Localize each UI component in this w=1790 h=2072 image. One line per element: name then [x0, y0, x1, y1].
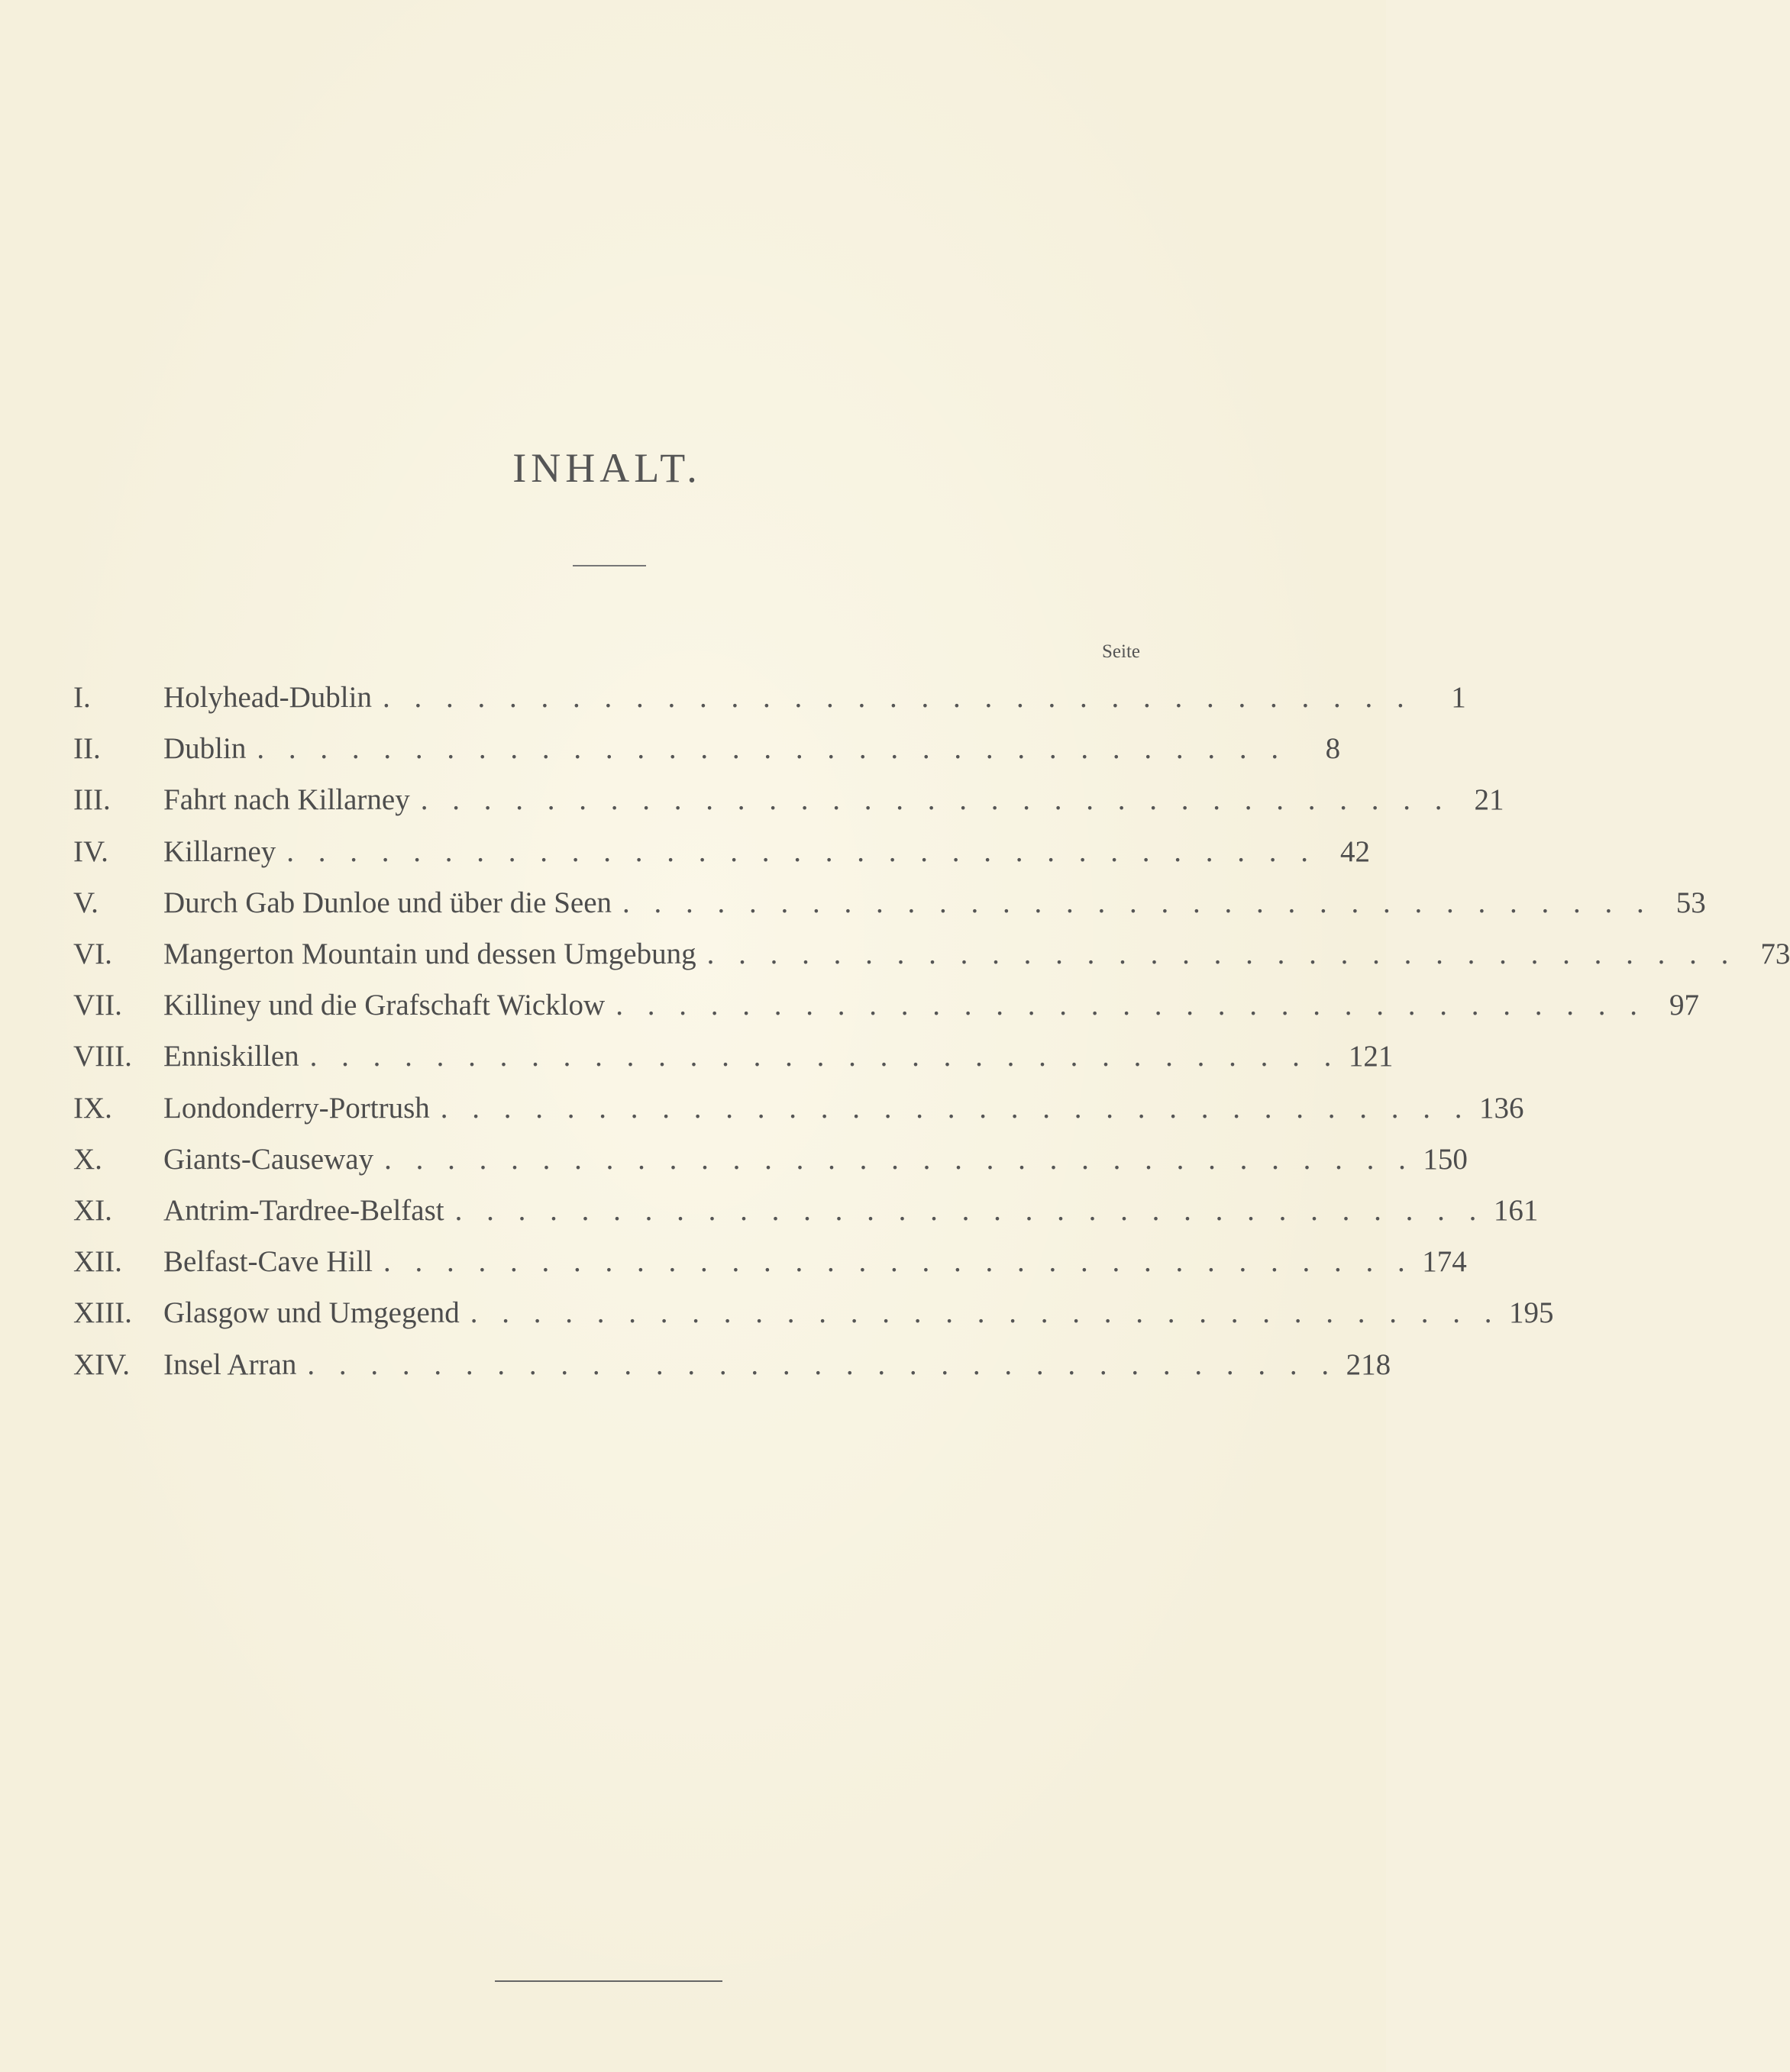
toc-entry [73, 1134, 1468, 1185]
chapter-page-number: 150 [1423, 1142, 1468, 1176]
dot-leader: . . . . . . . . . . . . . . . . . . . . . . . . . . . . . . . . . [382, 681, 1413, 715]
toc-entry [73, 1083, 1524, 1134]
toc-entry [73, 723, 1341, 774]
title-divider [573, 565, 646, 566]
chapter-title: Antrim-Tardree-Belfast [163, 1193, 444, 1227]
chapter-page-number: 73 [1760, 938, 1790, 971]
chapter-page-number: 8 [1325, 732, 1341, 766]
chapter-number: XI. [73, 1193, 112, 1227]
chapter-page-number: 174 [1422, 1245, 1467, 1279]
dot-leader: . . . . . . . . . . . . . . . . . . . . . . . . . . . . . . . . . [309, 1040, 1340, 1073]
chapter-page-number: 195 [1509, 1296, 1554, 1330]
chapter-page-number: 97 [1669, 989, 1699, 1022]
chapter-number: III. [73, 783, 111, 817]
dot-leader: . . . . . . . . . . . . . . . . . . . . . . . . . . . . . . . . . [286, 834, 1317, 868]
chapter-title: Mangerton Mountain und dessen Umgebung [163, 938, 696, 971]
toc-entry [73, 980, 1699, 1031]
chapter-number: V. [73, 886, 99, 919]
dot-leader: . . . . . . . . . . . . . . . . . . . . . . . . . . . . . . . . . [307, 1347, 1338, 1381]
toc-entry [73, 672, 1466, 723]
chapter-number: IX. [73, 1091, 112, 1125]
chapter-number: VI. [73, 938, 112, 971]
page-title: INHALT. [512, 445, 702, 491]
toc-entry [73, 1185, 1539, 1236]
chapter-title: Dublin [163, 732, 247, 766]
chapter-title: Londonderry-Portrush [163, 1091, 430, 1125]
toc-entry [73, 1287, 1554, 1338]
chapter-title: Giants-Causeway [163, 1142, 374, 1176]
chapter-number: XIV. [73, 1347, 131, 1381]
page-column-label: Seite [1102, 641, 1140, 662]
chapter-page-number: 218 [1346, 1347, 1391, 1381]
dot-leader: . . . . . . . . . . . . . . . . . . . . . . . . . . . . . . . . . [622, 886, 1653, 919]
chapter-page-number: 21 [1474, 783, 1504, 817]
chapter-title: Fahrt nach Killarney [163, 783, 410, 817]
toc-entry [73, 1338, 1391, 1389]
dot-leader: . . . . . . . . . . . . . . . . . . . . . . . . . . . . . . . . . [257, 732, 1288, 766]
chapter-title: Belfast-Cave Hill [163, 1245, 373, 1279]
toc-entry [73, 826, 1371, 877]
chapter-title: Glasgow und Umgegend [163, 1296, 460, 1330]
chapter-number: XII. [73, 1245, 122, 1279]
dot-leader: . . . . . . . . . . . . . . . . . . . . . . . . . . . . . . . . . [383, 1245, 1414, 1279]
toc-entry [73, 1031, 1394, 1082]
dot-leader: . . . . . . . . . . . . . . . . . . . . . . . . . . . . . . . . . [440, 1091, 1471, 1125]
toc-entry [73, 1236, 1467, 1287]
chapter-page-number: 161 [1493, 1193, 1539, 1227]
chapter-page-number: 136 [1479, 1091, 1524, 1125]
toc-entry [73, 774, 1504, 825]
table-of-contents [73, 672, 1790, 1390]
bottom-divider [495, 1980, 722, 1982]
chapter-number: II. [73, 732, 101, 766]
chapter-title: Durch Gab Dunloe und über die Seen [163, 886, 612, 919]
dot-leader: . . . . . . . . . . . . . . . . . . . . . . . . . . . . . . . . . [454, 1193, 1485, 1227]
toc-entry [73, 928, 1790, 980]
chapter-page-number: 1 [1451, 681, 1466, 715]
chapter-number: VII. [73, 989, 122, 1022]
chapter-number: XIII. [73, 1296, 132, 1330]
chapter-page-number: 121 [1348, 1040, 1394, 1073]
chapter-page-number: 53 [1675, 886, 1706, 919]
dot-leader: . . . . . . . . . . . . . . . . . . . . . . . . . . . . . . . . . [420, 783, 1451, 817]
toc-entry [73, 877, 1706, 928]
chapter-number: X. [73, 1142, 102, 1176]
chapter-page-number: 42 [1340, 834, 1371, 868]
chapter-number: I. [73, 681, 91, 715]
dot-leader: . . . . . . . . . . . . . . . . . . . . . . . . . . . . . . . . . [470, 1296, 1501, 1330]
dot-leader: . . . . . . . . . . . . . . . . . . . . . . . . . . . . . . . . . [706, 938, 1737, 971]
chapter-title: Enniskillen [163, 1040, 299, 1073]
chapter-number: VIII. [73, 1040, 132, 1073]
chapter-title: Killiney und die Grafschaft Wicklow [163, 989, 606, 1022]
chapter-title: Holyhead-Dublin [163, 681, 372, 715]
chapter-title: Killarney [163, 834, 276, 868]
chapter-title: Insel Arran [163, 1347, 297, 1381]
chapter-number: IV. [73, 834, 108, 868]
dot-leader: . . . . . . . . . . . . . . . . . . . . . . . . . . . . . . . . . [384, 1142, 1414, 1176]
dot-leader: . . . . . . . . . . . . . . . . . . . . . . . . . . . . . . . . . [616, 989, 1646, 1022]
